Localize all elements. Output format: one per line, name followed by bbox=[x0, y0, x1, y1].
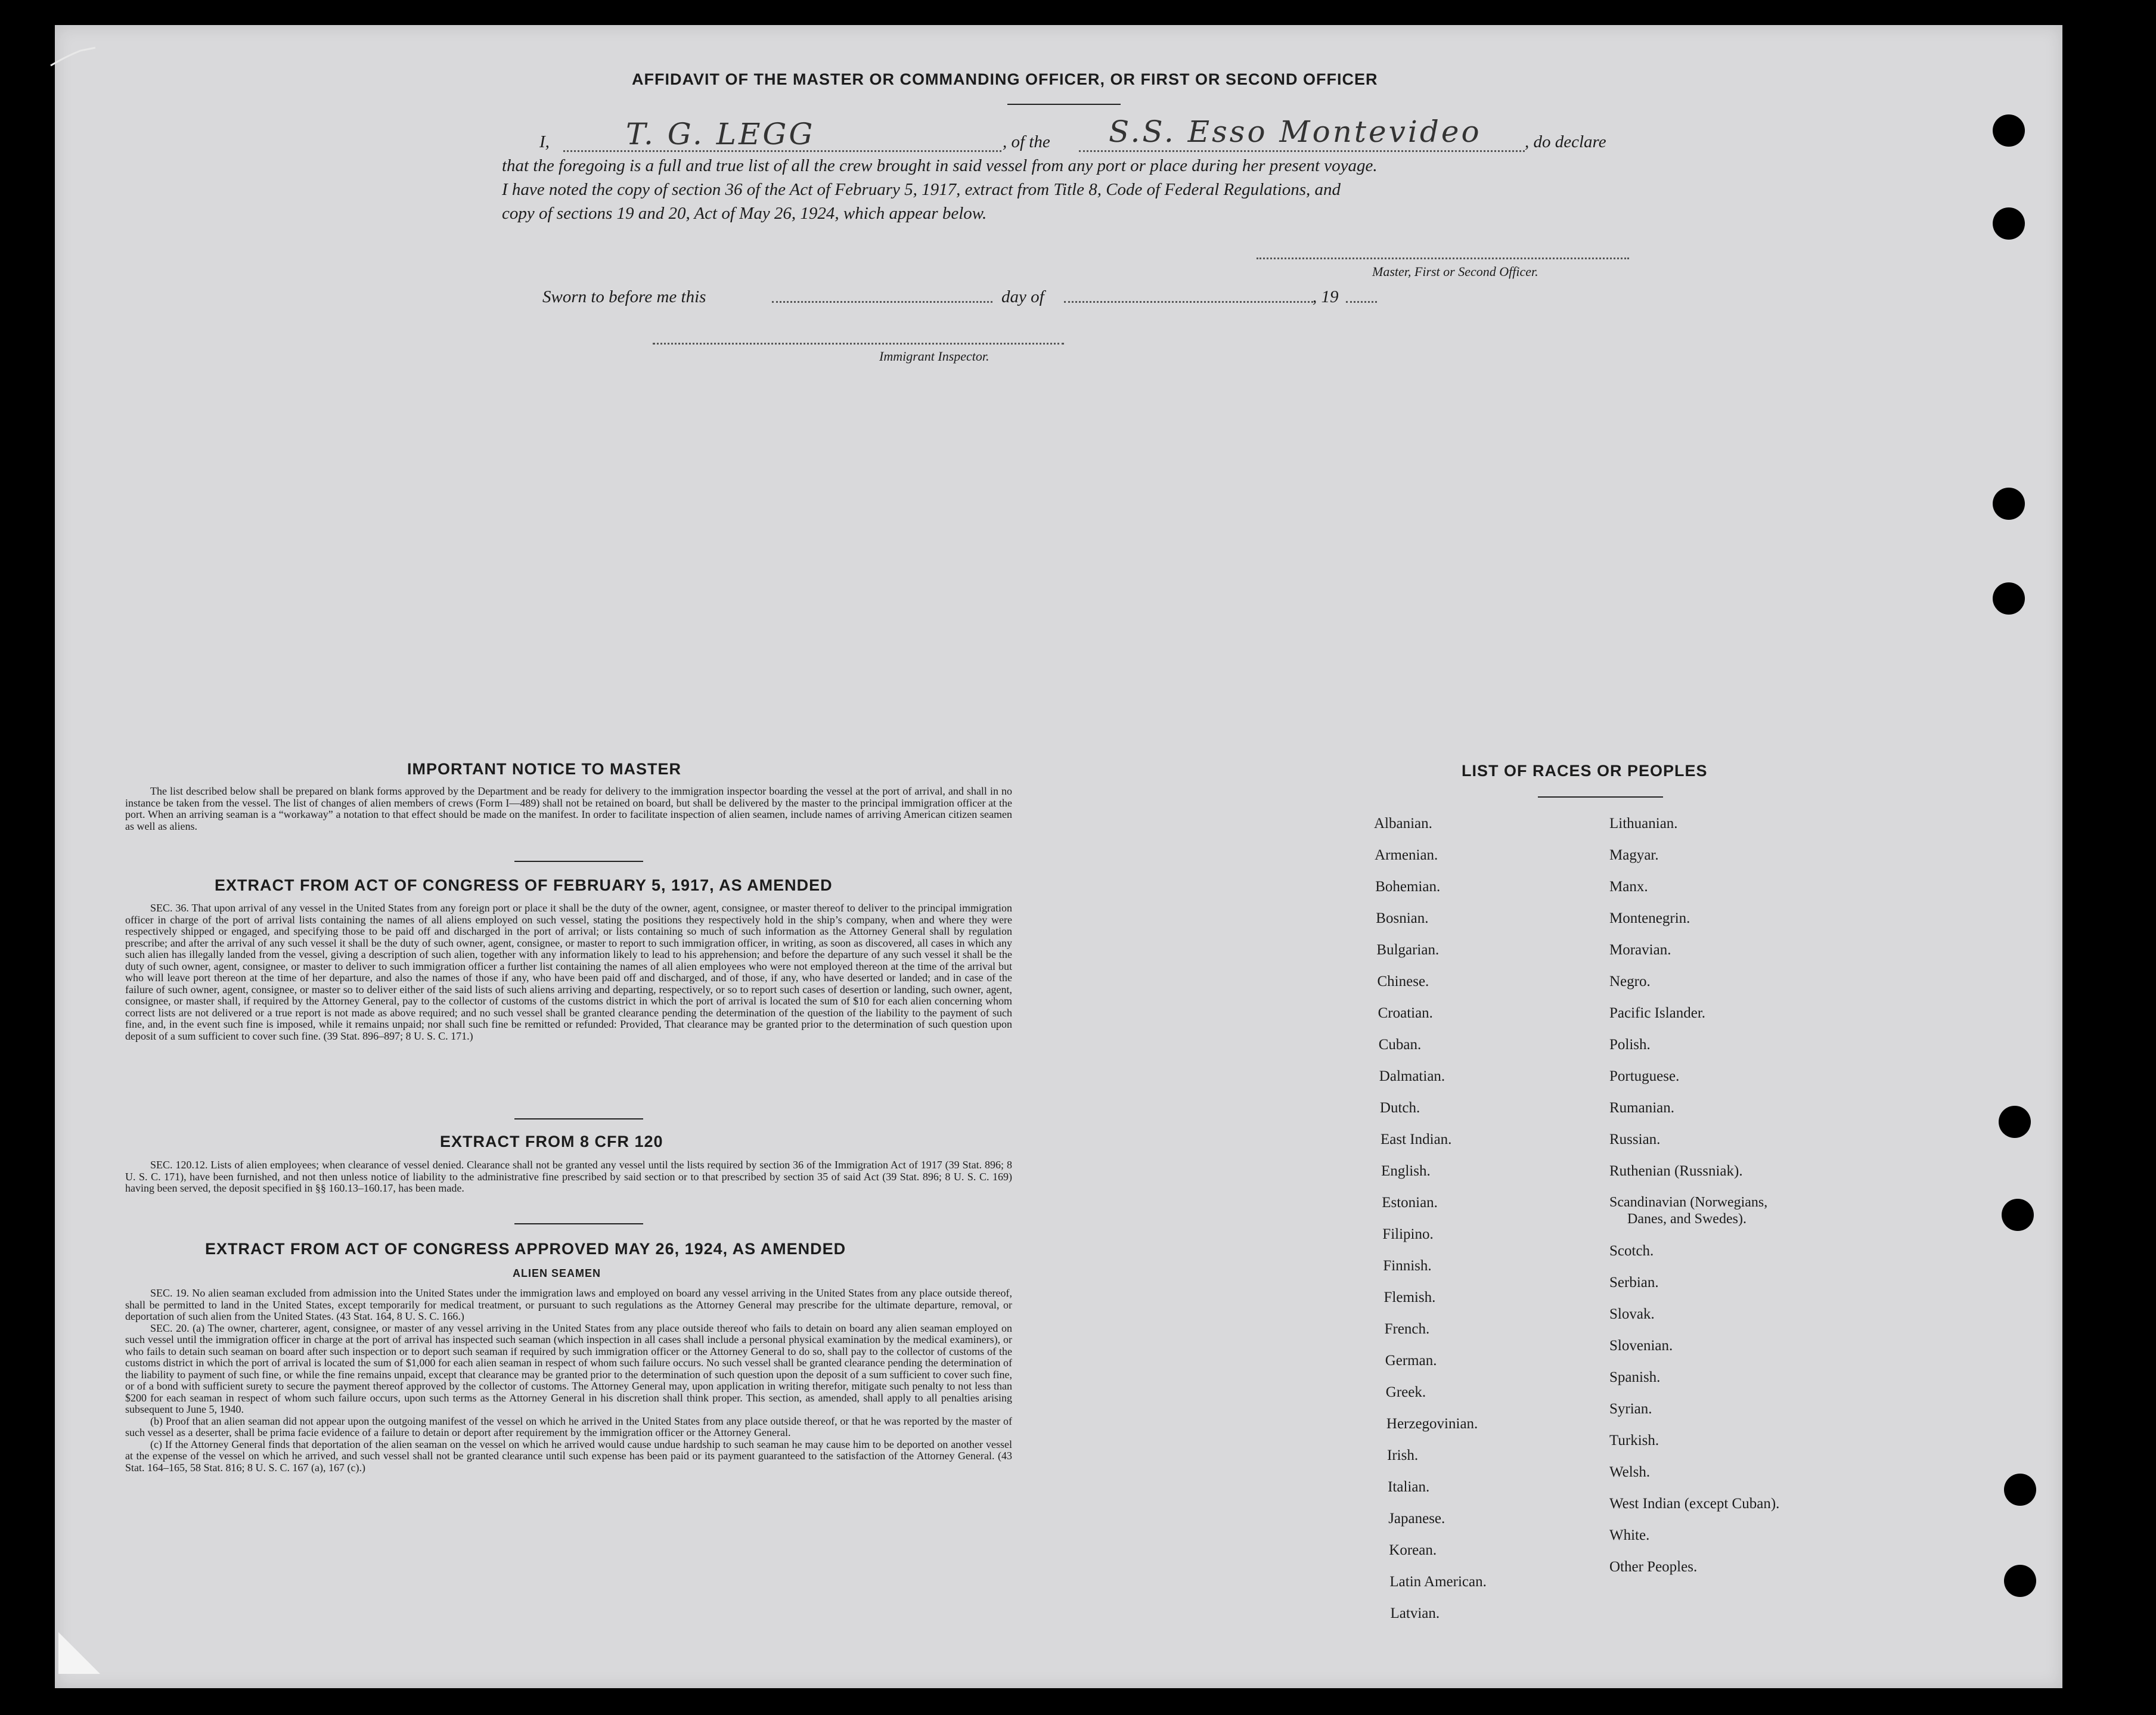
declaration-do-declare: , do declare bbox=[1525, 132, 1606, 151]
folded-corner bbox=[58, 1632, 100, 1674]
race-item: Flemish. bbox=[1383, 1289, 1436, 1305]
vessel-name-field[interactable] bbox=[1079, 150, 1525, 152]
section-120-text: SEC. 120.12. Lists of alien employees; when clearance of vessel denied. Clearance shall not be granted any vessel until the lists required by section 36 of the Immigration Act of 1917 (39 Stat. 896; 8 U. S. C. 171), have been furnished, and not then unless notice of liability to the administrative fine prescribed by said section or to that prescribed by section 35 of said Act (39 Stat. 896; 8 U. S. C. 169) having been served, the deposit specified in §§ 160.13–160.17, has been made. bbox=[125, 1159, 1012, 1194]
race-item: Latvian. bbox=[1390, 1605, 1440, 1621]
race-item: Italian. bbox=[1388, 1479, 1430, 1495]
race-item: East Indian. bbox=[1381, 1131, 1452, 1148]
declaration-prefix: I, bbox=[539, 132, 550, 151]
extract-1917-title: EXTRACT FROM ACT OF CONGRESS OF FEBRUARY 5, 1917, AS AMENDED bbox=[215, 876, 833, 894]
declaration-line-4: copy of sections 19 and 20, Act of May 26, 1924, which appear below. bbox=[502, 204, 987, 223]
race-item: Magyar. bbox=[1609, 847, 1659, 863]
punch-hole bbox=[1993, 582, 2025, 615]
vessel-name-handwritten: S.S. Esso Montevideo bbox=[1109, 114, 1482, 149]
divider bbox=[514, 861, 643, 862]
punch-hole bbox=[2004, 1474, 2036, 1506]
punch-hole bbox=[2004, 1565, 2036, 1597]
notice-text: The list described below shall be prepared on blank forms approved by the Department and be ready for delivery to the immigration inspector boarding the vessel at the port of arrival, and shall in no instance be taken from the vessel. The list of changes of alien members of crews (Form I—489) shall not be retained on board, but shall be delivered by the master to the principal immigration officer at the port. When an arriving seaman is a “workaway” a notation to that effect should be made on the manifest. In order to facilitate inspection of alien seamen, include names of arriving American citizen seamen as well as aliens. bbox=[125, 785, 1012, 832]
race-item: Irish. bbox=[1387, 1447, 1419, 1463]
race-item: Estonian. bbox=[1382, 1195, 1438, 1211]
declaration-line-2: that the foregoing is a full and true list of all the crew brought in said vessel from any port or place during her present voyage. bbox=[502, 156, 1378, 175]
notice-title: IMPORTANT NOTICE TO MASTER bbox=[407, 760, 681, 778]
race-item: Greek. bbox=[1385, 1384, 1426, 1400]
race-item: Filipino. bbox=[1382, 1226, 1434, 1242]
pen-mark bbox=[48, 42, 101, 72]
race-item: Cuban. bbox=[1378, 1037, 1422, 1053]
race-item: Moravian. bbox=[1609, 942, 1671, 958]
race-item: Danes, and Swedes). bbox=[1627, 1211, 1746, 1227]
alien-seamen-subtitle: ALIEN SEAMEN bbox=[513, 1267, 601, 1279]
race-item: West Indian (except Cuban). bbox=[1609, 1496, 1780, 1512]
master-caption: Master, First or Second Officer. bbox=[1372, 264, 1538, 279]
race-item: Polish. bbox=[1609, 1037, 1651, 1053]
section-36-text: SEC. 36. That upon arrival of any vessel in the United States from any foreign port or place it shall be the duty of the owner, agent, consignee, or master thereof to deliver to the principal immigration officer in charge of the port of arrival lists containing the names of all aliens employed on such vessel, stating the positions they respectively hold in the ship’s company, when and where they were respectively shipped or engaged, and specifying those to be paid off and discharged in the port of arrival; or lists containing so much of such information as the Attorney General shall by regulation prescribe; and after the arrival of any such vessel it shall be the duty of such owner, agent, consignee, or master to report to such immigration officer, in writing, as soon as discovered, all cases in which any such alien has illegally landed from the vessel, giving a description of such alien, together with any information likely to lead to his apprehension; and before the departure of any such vessel it shall be the duty of such owner, agent, consignee, or master to deliver to such immigration officer a further list containing the names of all alien employees who were not employed thereon at the time of the arrival but who will leave port thereon at the time of her departure, and also the names of those if any, who have been paid off and discharged, and of those, if any, who have deserted or landed; and in case of the failure of such owner, agent, consignee, or master so to deliver either of the said lists of such aliens arriving and departing, respectively, or so to report such cases of desertion or landing, such owner, agent, consignee, or master shall, if required by the Attorney General, pay to the collector of customs of the customs district in which the port of arrival is located the sum of $10 for each alien concerning whom correct lists are not delivered or a true report is not made as above required; and no such vessel shall be granted clearance pending the determination of the question of the liability to the payment of such fine, and, in the event such fine is imposed, while it remains unpaid; nor shall such fine be remitted or refunded: Provided, That clearance may be granted prior to the determination of such question upon deposit of a sum sufficient to cover such fine. (39 Stat. 896–897; 8 U. S. C. 171.) bbox=[125, 902, 1012, 1042]
punch-hole bbox=[1993, 207, 2025, 240]
notice-body bbox=[125, 786, 1012, 832]
race-item: Spanish. bbox=[1609, 1369, 1661, 1385]
race-item: Herzegovinian. bbox=[1386, 1416, 1478, 1432]
race-item: Montenegrin. bbox=[1609, 910, 1690, 926]
race-item: Russian. bbox=[1609, 1131, 1661, 1148]
punch-hole bbox=[1993, 114, 2025, 147]
sworn-day-field[interactable] bbox=[772, 301, 992, 303]
sworn-day-label: day of bbox=[1001, 287, 1044, 306]
sworn-prefix: Sworn to before me this bbox=[542, 287, 706, 306]
race-item: Other Peoples. bbox=[1609, 1559, 1698, 1575]
master-signature-line[interactable] bbox=[1257, 258, 1629, 259]
extract-cfr-title: EXTRACT FROM 8 CFR 120 bbox=[440, 1133, 663, 1150]
extract-1924-body bbox=[125, 1288, 1012, 1474]
affidavit-title: AFFIDAVIT OF THE MASTER OR COMMANDING OFFICER, OR FIRST OR SECOND OFFICER bbox=[632, 70, 1378, 88]
race-item: Lithuanian. bbox=[1609, 815, 1678, 832]
race-item: Turkish. bbox=[1609, 1432, 1659, 1449]
declaration-line-1 bbox=[539, 132, 550, 152]
race-item: Chinese. bbox=[1377, 973, 1429, 990]
race-item: Albanian. bbox=[1374, 815, 1432, 832]
inspector-caption: Immigrant Inspector. bbox=[879, 349, 989, 364]
race-item: Latin American. bbox=[1389, 1574, 1487, 1590]
race-item: Serbian. bbox=[1609, 1274, 1659, 1291]
section-20a-text: SEC. 20. (a) The owner, charterer, agent, consignee, or master of any vessel arriving in the United States from any place outside thereof who fails to detain on board any alien seaman employed on such vessel until the immigration officer in charge at the port of arrival has inspected such seaman (which inspection in all cases shall include a personal physical examination by the medical examiners), or who fails to detain such seaman on board after such inspection or to deport such seaman if required by such immigration officer or the Attorney General to do so, shall pay to the collector of customs of the customs district in which the port of arrival is located the sum of $1,000 for each alien seaman in respect of whom such failure occurs. No such vessel shall be granted clearance pending the determination of the liability to payment of such fine, or while the fine remains unpaid, except that clearance may be granted prior to the determination of such question upon the deposit of a sum sufficient to cover such fine, or of a bond with sufficient surety to secure the payment thereof approved by the collector of customs. The Attorney General may, upon application in writing therefor, mitigate such penalty to not less than $200 for each seaman in respect of whom such failure occurs, upon such terms as the Attorney General in his discretion shall think proper. This section, as amended, shall apply to all penalties arising subsequent to June 5, 1940. bbox=[125, 1322, 1012, 1415]
sworn-month-field[interactable] bbox=[1064, 301, 1313, 303]
declaration-line-3: I have noted the copy of section 36 of the Act of February 5, 1917, extract from Title 8, Code of Federal Regulations, and bbox=[502, 180, 1341, 199]
officer-signature: T. G. LEGG bbox=[626, 117, 815, 151]
race-item: Scandinavian (Norwegians, bbox=[1609, 1195, 1768, 1210]
divider bbox=[1007, 104, 1121, 105]
inspector-signature-line[interactable] bbox=[653, 343, 1064, 345]
race-item: Korean. bbox=[1389, 1542, 1437, 1558]
race-item: Negro. bbox=[1609, 973, 1651, 990]
punch-hole bbox=[1993, 488, 2025, 520]
race-item: Bulgarian. bbox=[1376, 942, 1440, 958]
race-item: Rumanian. bbox=[1609, 1100, 1675, 1116]
extract-1924-title: EXTRACT FROM ACT OF CONGRESS APPROVED MAY 26, 1924, AS AMENDED bbox=[205, 1240, 846, 1258]
punch-hole bbox=[1999, 1106, 2031, 1138]
race-item: Ruthenian (Russniak). bbox=[1609, 1163, 1743, 1179]
race-item: Welsh. bbox=[1609, 1464, 1651, 1480]
extract-1917-body bbox=[125, 903, 1012, 1042]
race-item: German. bbox=[1385, 1353, 1437, 1369]
race-item: Slovak. bbox=[1609, 1306, 1655, 1322]
race-item: French. bbox=[1384, 1321, 1430, 1337]
race-item: Pacific Islander. bbox=[1609, 1005, 1706, 1021]
extract-cfr-body bbox=[125, 1159, 1012, 1195]
section-20b-text: (b) Proof that an alien seaman did not appear upon the outgoing manifest of the vessel on which he arrived in the United States from any place outside thereof, or that he was reported by the master of such vessel as a deserter, shall be prima facie evidence of a failure to detain or deport after requirement by the immigration officer or the Attorney General. bbox=[125, 1415, 1012, 1438]
race-item: Scotch. bbox=[1609, 1243, 1654, 1259]
race-item: Dalmatian. bbox=[1379, 1068, 1445, 1084]
sworn-year-field[interactable] bbox=[1346, 301, 1377, 303]
divider bbox=[1538, 796, 1663, 798]
race-item: English. bbox=[1381, 1163, 1431, 1179]
sworn-year-label: , 19 bbox=[1313, 287, 1339, 306]
races-title: LIST OF RACES OR PEOPLES bbox=[1462, 762, 1708, 780]
declaration-of-the: , of the bbox=[1003, 132, 1050, 151]
race-item: Dutch. bbox=[1379, 1100, 1420, 1116]
race-item: Slovenian. bbox=[1609, 1338, 1673, 1354]
race-item: Finnish. bbox=[1383, 1258, 1432, 1274]
race-item: Bohemian. bbox=[1375, 879, 1441, 895]
race-item: Portuguese. bbox=[1609, 1068, 1680, 1084]
race-item: White. bbox=[1609, 1527, 1650, 1543]
punch-hole bbox=[2002, 1199, 2034, 1231]
race-item: Syrian. bbox=[1609, 1401, 1652, 1417]
section-19-text: SEC. 19. No alien seaman excluded from admission into the United States under the immigration laws and employed on board any vessel arriving in the United States from any place outside thereof, shall be permitted to land in the United States, except temporarily for medical treatment, or pursuant to such regulations as the Attorney General may prescribe for the ultimate departure, removal, or deportation of such alien from the United States. (43 Stat. 164, 8 U. S. C. 166.) bbox=[125, 1287, 1012, 1322]
race-item: Croatian. bbox=[1378, 1005, 1433, 1021]
race-item: Japanese. bbox=[1388, 1511, 1445, 1527]
race-item: Armenian. bbox=[1375, 847, 1438, 863]
divider bbox=[514, 1223, 643, 1224]
section-20c-text: (c) If the Attorney General finds that deportation of the alien seaman on the vessel on which he arrived would cause undue hardship to such seaman he may cause him to be deported on another vessel at the expense of the vessel on which he arrived, and such vessel shall not be granted clearance until such expense has been paid or its payment guaranteed to the satisfaction of the Attorney General. (43 Stat. 164–165, 58 Stat. 816; 8 U. S. C. 167 (a), 167 (c).) bbox=[125, 1438, 1012, 1474]
divider bbox=[514, 1118, 643, 1119]
race-item: Bosnian. bbox=[1376, 910, 1429, 926]
race-item: Manx. bbox=[1609, 879, 1648, 895]
